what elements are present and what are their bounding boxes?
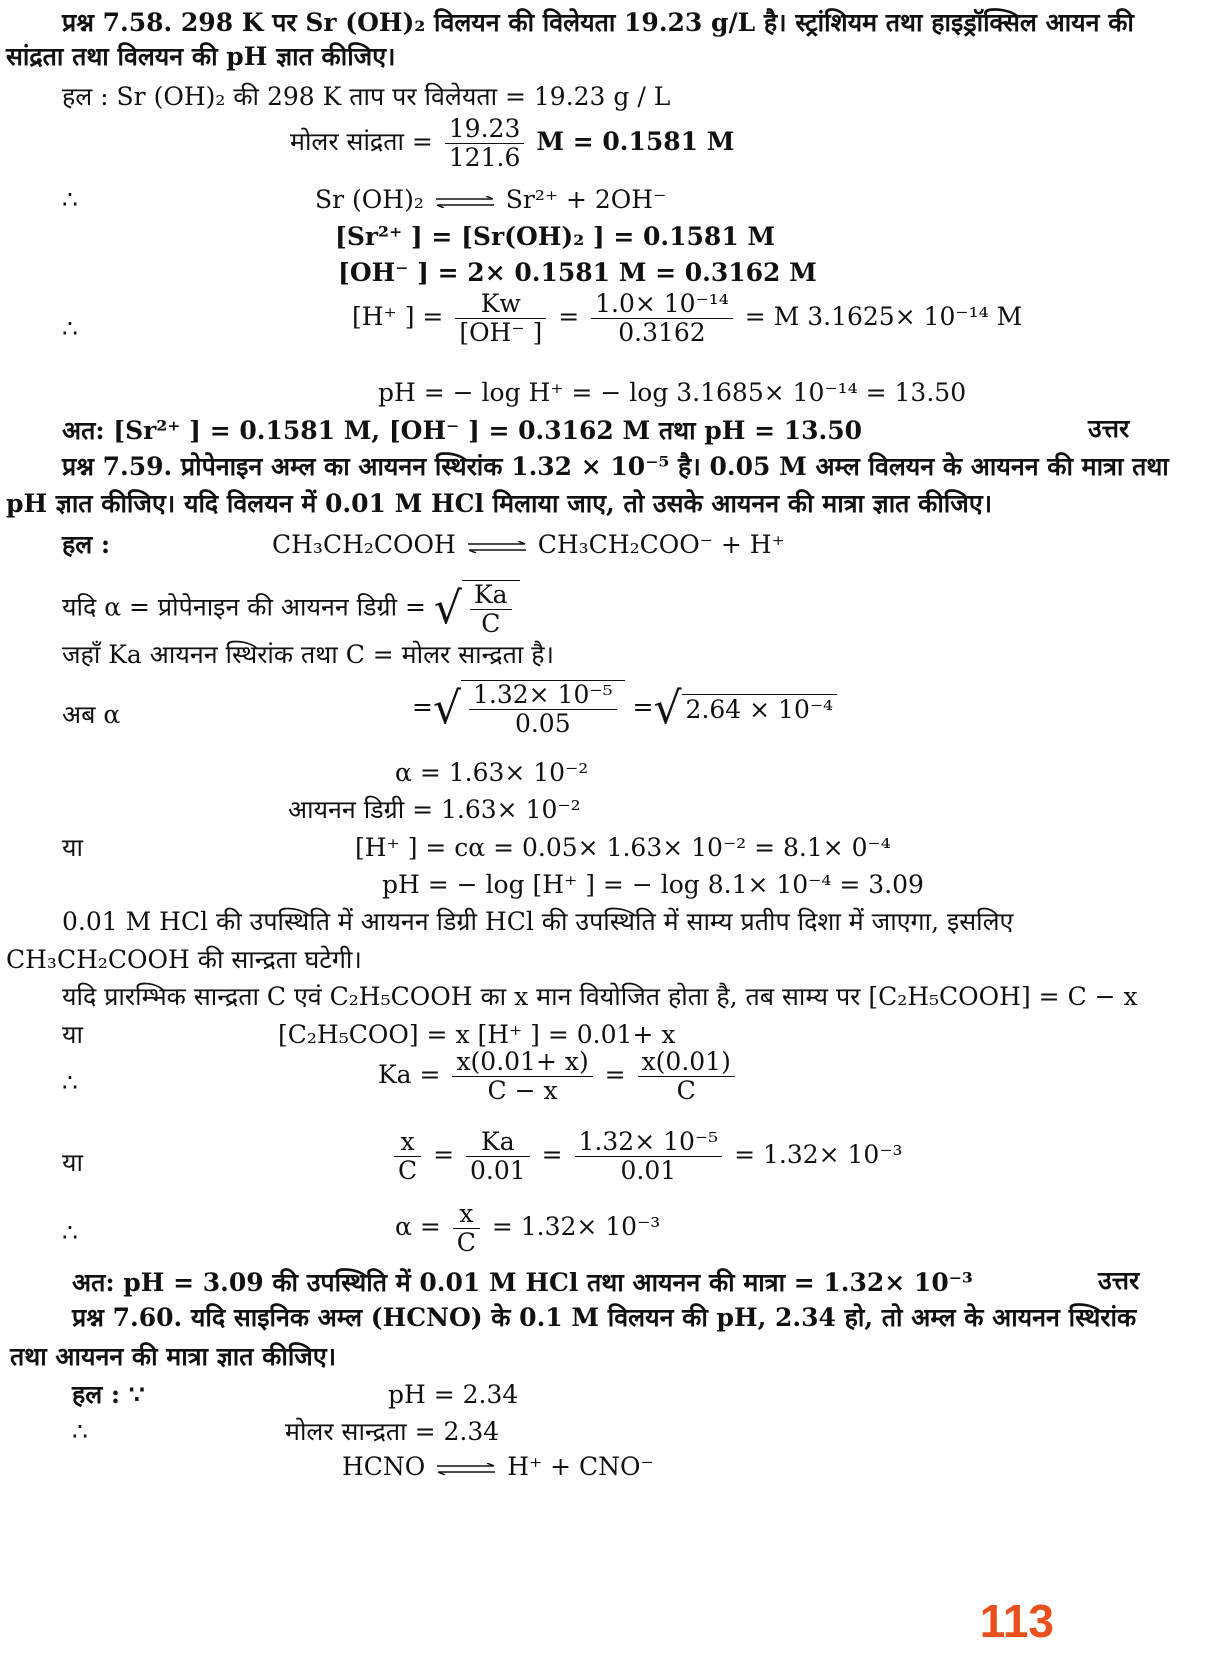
kw-fraction: $\frac{Kw}{[OH^- ]}$: [455, 290, 546, 347]
ka-fraction-1: $\frac{x(0.01+ x)}{C - x}$: [452, 1048, 592, 1105]
q759-conc-line: [C₂H₅COO] = x [H⁺ ] = 0.01+ x: [278, 1020, 676, 1049]
q759-para1b: CH₃CH₂COOH की सान्द्रता घटेगी।: [6, 945, 362, 974]
q759-alpha-final: [395, 1200, 660, 1257]
therefore-symbol: ∴: [62, 1218, 78, 1247]
q759-alpha-val: α = 1.63× 10⁻²: [395, 758, 589, 787]
h-result: = M 3.1625× 10⁻¹⁴ M: [744, 302, 1023, 331]
or-label: या: [62, 1020, 83, 1049]
q760-equilibrium: [342, 1452, 654, 1482]
q758-oh-conc: [OH⁻ ] = 2× 0.1581 M = 0.3162 M: [338, 258, 817, 287]
q759-equilibrium: [272, 530, 785, 560]
therefore-symbol: ∴: [62, 185, 78, 214]
q759-xc-expr: $\frac{x}{C}$ = $\frac{Ka}{0.01}$ = $\frac{\text{1.32× 10⁻⁵}}{0.01}$ = 1.32× 10⁻³: [390, 1128, 903, 1185]
equilibrium-arrow-icon: [436, 196, 494, 208]
q758-molar-conc: [290, 115, 734, 172]
q759-degree-val: आयनन डिग्री = 1.63× 10⁻²: [288, 795, 581, 824]
q760-question-line2: तथा आयनन की मात्रा ज्ञात कीजिए।: [10, 1342, 337, 1371]
q760-molar: मोलर सान्द्रता = 2.34: [285, 1417, 500, 1446]
value-001-fraction: $\frac{\text{1.32× 10⁻⁵}}{0.01}$: [575, 1128, 723, 1185]
eq-reactant: Sr (OH)₂: [315, 185, 424, 214]
molar-result: M = 0.1581 M: [536, 127, 735, 156]
q760-solution-label: हल : ∵: [72, 1380, 145, 1409]
q759-ph-val: pH = − log [H⁺ ] = − log 8.1× 10⁻⁴ = 3.09: [382, 870, 924, 899]
now-alpha-label: अब α: [62, 700, 121, 729]
value-fraction: $\frac{\text{1.0× 10⁻¹⁴}}{0.3162}$: [591, 290, 733, 347]
page-number: 113: [979, 1595, 1054, 1647]
ka-value-fraction: $\frac{\text{1.32× 10⁻⁵}}{0.05}$: [469, 681, 617, 738]
eq-reactant: HCNO: [342, 1452, 426, 1481]
equilibrium-arrow-icon: [437, 1463, 495, 1475]
q759-answer: अत: pH = 3.09 की उपस्थिति में 0.01 M HCl तथा आयनन की मात्रा = 1.32× 10⁻³: [72, 1268, 973, 1297]
q759-solution-label: हल :: [62, 530, 111, 559]
h-label: [H⁺ ] =: [352, 302, 444, 331]
q759-alpha-def: यदि α = प्रोपेनाइन की आयनन डिग्री = √ $\frac{Ka}{C}$: [62, 580, 520, 638]
therefore-symbol: ∴: [62, 314, 78, 343]
eq-reactant: CH₃CH₂COOH: [272, 530, 456, 559]
x-c-fraction: $\frac{x}{C}$: [394, 1128, 421, 1185]
eq-product: H⁺ + CNO⁻: [507, 1452, 654, 1481]
therefore-symbol: ∴: [72, 1417, 88, 1446]
q759-ka-expr: Ka = $\frac{x(0.01+ x)}{C - x}$ = $\frac{x(0.01)}{C}$: [378, 1048, 739, 1105]
q758-sr-conc: [Sr²⁺ ] = [Sr(OH)₂ ] = 0.1581 M: [335, 222, 776, 251]
sqrt-result: 2.64 × 10⁻⁴: [682, 694, 838, 725]
eq-product: CH₃CH₂COO⁻ + H⁺: [537, 530, 785, 559]
q759-h-val: [H⁺ ] = cα = 0.05× 1.63× 10⁻² = 8.1× 0⁻⁴: [355, 833, 891, 862]
q760-question-line1: प्रश्न 7.60. यदि साइनिक अम्ल (HCNO) के 0.1 M विलयन की pH, 2.34 हो, तो अम्ल के आयनन स्थिरांक: [72, 1303, 1137, 1332]
q758-solution-line: हल : Sr (OH)₂ की 298 K ताप पर विलेयता = 19.23 g / L: [62, 82, 671, 111]
ka-001-fraction: $\frac{Ka}{0.01}$: [466, 1128, 530, 1185]
q758-question-line2: सांद्रता तथा विलयन की pH ज्ञात कीजिए।: [6, 42, 396, 71]
q760-ph: pH = 2.34: [388, 1380, 519, 1409]
x-c-fraction: $\frac{x}{C}$: [453, 1200, 480, 1257]
alpha-label: यदि α = प्रोपेनाइन की आयनन डिग्री =: [62, 592, 426, 622]
q759-where: जहाँ Ka आयनन स्थिरांक तथा C = मोलर सान्द्रता है।: [62, 640, 555, 669]
eq-product: Sr²⁺ + 2OH⁻: [505, 185, 667, 214]
q759-alpha-calc: =√ $\frac{\text{1.32× 10⁻⁵}}{0.05}$ =√ 2.64 × 10⁻⁴: [412, 680, 837, 738]
alpha-final-result: = 1.32× 10⁻³: [491, 1212, 661, 1241]
q759-question-line2: pH ज्ञात कीजिए। यदि विलयन में 0.01 M HCl मिलाया जाए, तो उसके आयनन की मात्रा ज्ञात कीजिए।: [6, 489, 993, 518]
ka-label: Ka =: [378, 1060, 441, 1089]
q758-equilibrium: [315, 185, 666, 215]
ka-c-fraction: $\frac{Ka}{C}$: [470, 581, 512, 638]
q759-para2: यदि प्रारम्भिक सान्द्रता C एवं C₂H₅COOH का x मान वियोजित होता है, तब साम्य पर [C₂H₅COOH] = C − x: [62, 982, 1138, 1011]
q758-answer: अत: [Sr²⁺ ] = 0.1581 M, [OH⁻ ] = 0.3162 M तथा pH = 13.50: [62, 416, 863, 445]
answer-tag: उत्तर: [1098, 1266, 1140, 1295]
therefore-symbol: ∴: [62, 1068, 78, 1097]
or-label: या: [62, 833, 83, 862]
molar-fraction: $\frac{19.23}{121.6}$: [445, 115, 525, 172]
molar-label: मोलर सांद्रता =: [290, 127, 433, 156]
equilibrium-arrow-icon: [468, 541, 526, 553]
q759-question-line1: प्रश्न 7.59. प्रोपेनाइन अम्ल का आयनन स्थिरांक 1.32 × 10⁻⁵ है। 0.05 M अम्ल विलयन के आयनन की मात्रा तथा: [62, 452, 1169, 481]
q758-question-line1: प्रश्न 7.58. 298 K पर Sr (OH)₂ विलयन की विलेयता 19.23 g/L है। स्ट्रांशियम तथा हाइड्रॉक्सिल आयन की: [62, 8, 1134, 37]
answer-tag: उत्तर: [1088, 414, 1130, 443]
xc-result: = 1.32× 10⁻³: [734, 1140, 903, 1169]
ka-fraction-2: $\frac{x(0.01)}{C}$: [638, 1048, 735, 1105]
q758-h-conc: [H⁺ ] = $\frac{Kw}{[OH^- ]}$ = $\frac{\text{1.0× 10⁻¹⁴}}{0.3162}$ = M 3.1625× 10⁻¹⁴ M: [352, 289, 1023, 347]
q758-ph-line: pH = − log H⁺ = − log 3.1685× 10⁻¹⁴ = 13.50: [378, 378, 967, 407]
alpha-final-label: α =: [395, 1212, 441, 1241]
q759-para1: 0.01 M HCl की उपस्थिति में आयनन डिग्री HCl की उपस्थिति में साम्य प्रतीप दिशा में जाएगा, इसलिए: [62, 907, 1014, 936]
or-label: या: [62, 1148, 83, 1177]
